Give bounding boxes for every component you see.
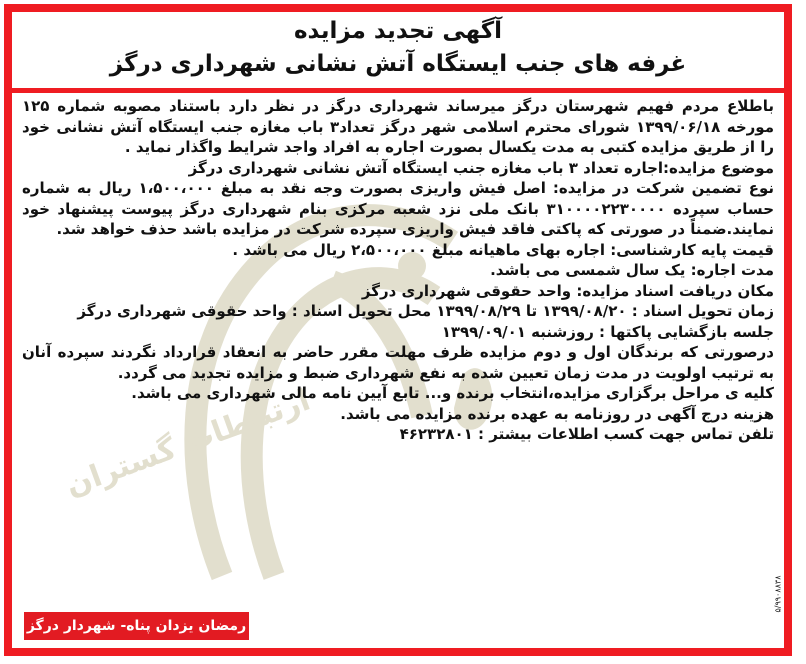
announcement-subtitle: غرفه های جنب ایستگاه آتش نشانی شهرداری درگز bbox=[109, 51, 687, 77]
base-price-line: قیمت پایه کارشناسی: اجاره بهای ماهیانه مبلغ ۲،۵۰۰،۰۰۰ ریال می باشد . bbox=[232, 240, 774, 259]
announcement-frame bbox=[4, 4, 792, 656]
regulations-line: کلیه ی مراحل برگزاری مزایده،انتخاب برنده و... تابع آیین نامه مالی شهرداری می باشد. bbox=[131, 384, 774, 402]
announcement-title: آگهی تجدید مزایده bbox=[293, 18, 503, 44]
mayor-signature: رمضان یزدان پناه- شهردار درگز bbox=[24, 612, 249, 640]
delivery-time-line: زمان تحویل اسناد : ۱۳۹۹/۰۸/۲۰ تا ۱۳۹۹/۰۸/۲۹ محل تحویل اسناد : واحد حقوقی شهرداری درگز bbox=[77, 302, 774, 320]
intro-paragraph: باطلاع مردم فهیم شهرستان درگز میرساند شهرداری درگز در نظر دارد باستناد مصوبه شماره ۱۲۵ مورخه ۱۳۹۹/۰۶/۱۸ شورای محترم اسلامی شهر درگز تعداد۳ باب مغازه جنب ایستگاه آتش نشانی خود را از طریق مزایده کتبی به مدت یکسال بصورت اجاره به افراد واجد شرایط واگذار نماید . bbox=[22, 97, 775, 156]
guarantee-paragraph: نوع تضمین شرکت در مزایده: اصل فیش واریزی بصورت وجه نقد به مبلغ ۱،۵۰۰،۰۰۰ ریال به شماره حساب سپرده ۳۱۰۰۰۰۲۲۳۰۰۰۰ بانک ملی نزد شعبه مرکزی بنام شهرداری درگز پیوست پیشنهاد خود نمایند.ضمناً در صورتی که پاکتی فاقد فیش واریزی سپرده شرکت در مزایده باشد حذف خواهد شد. bbox=[22, 179, 775, 238]
subject-line: موضوع مزایده:اجاره تعداد ۳ باب مغازه جنب ایستگاه آتش نشانی شهرداری درگز bbox=[188, 158, 774, 177]
opening-session-line: جلسه بازگشایی پاکتها : روزشنبه ۱۳۹۹/۰۹/۰۱ bbox=[441, 322, 774, 341]
ad-cost-line: هزینه درج آگهی در روزنامه به عهده برنده مزایده می باشد. bbox=[340, 404, 774, 423]
winners-clause: درصورتی که برندگان اول و دوم مزایده ظرف مهلت مقرر حاضر به انعقاد قرارداد نگردند سپرده آنان به ترتیب اولویت در مدت زمان تعیین شده به نفع شهرداری ضبط و مزایده تجدید می گردد. bbox=[22, 343, 774, 382]
announcement-header bbox=[12, 12, 784, 93]
announcement-body bbox=[22, 96, 774, 445]
side-code-text: ۵/۹۹۰۸۸۳۸ bbox=[774, 575, 784, 613]
document-place-line: مکان دریافت اسناد مزایده: واحد حقوقی شهرداری درگز bbox=[361, 281, 774, 300]
side-code bbox=[774, 524, 784, 664]
contact-line: تلفن تماس جهت کسب اطلاعات بیشتر : ۴۶۲۳۲۸۰۱ bbox=[399, 425, 774, 443]
watermark-text: ارتباطات گستران bbox=[61, 382, 315, 504]
lease-term-line: مدت اجاره: یک سال شمسی می باشد. bbox=[490, 261, 774, 279]
